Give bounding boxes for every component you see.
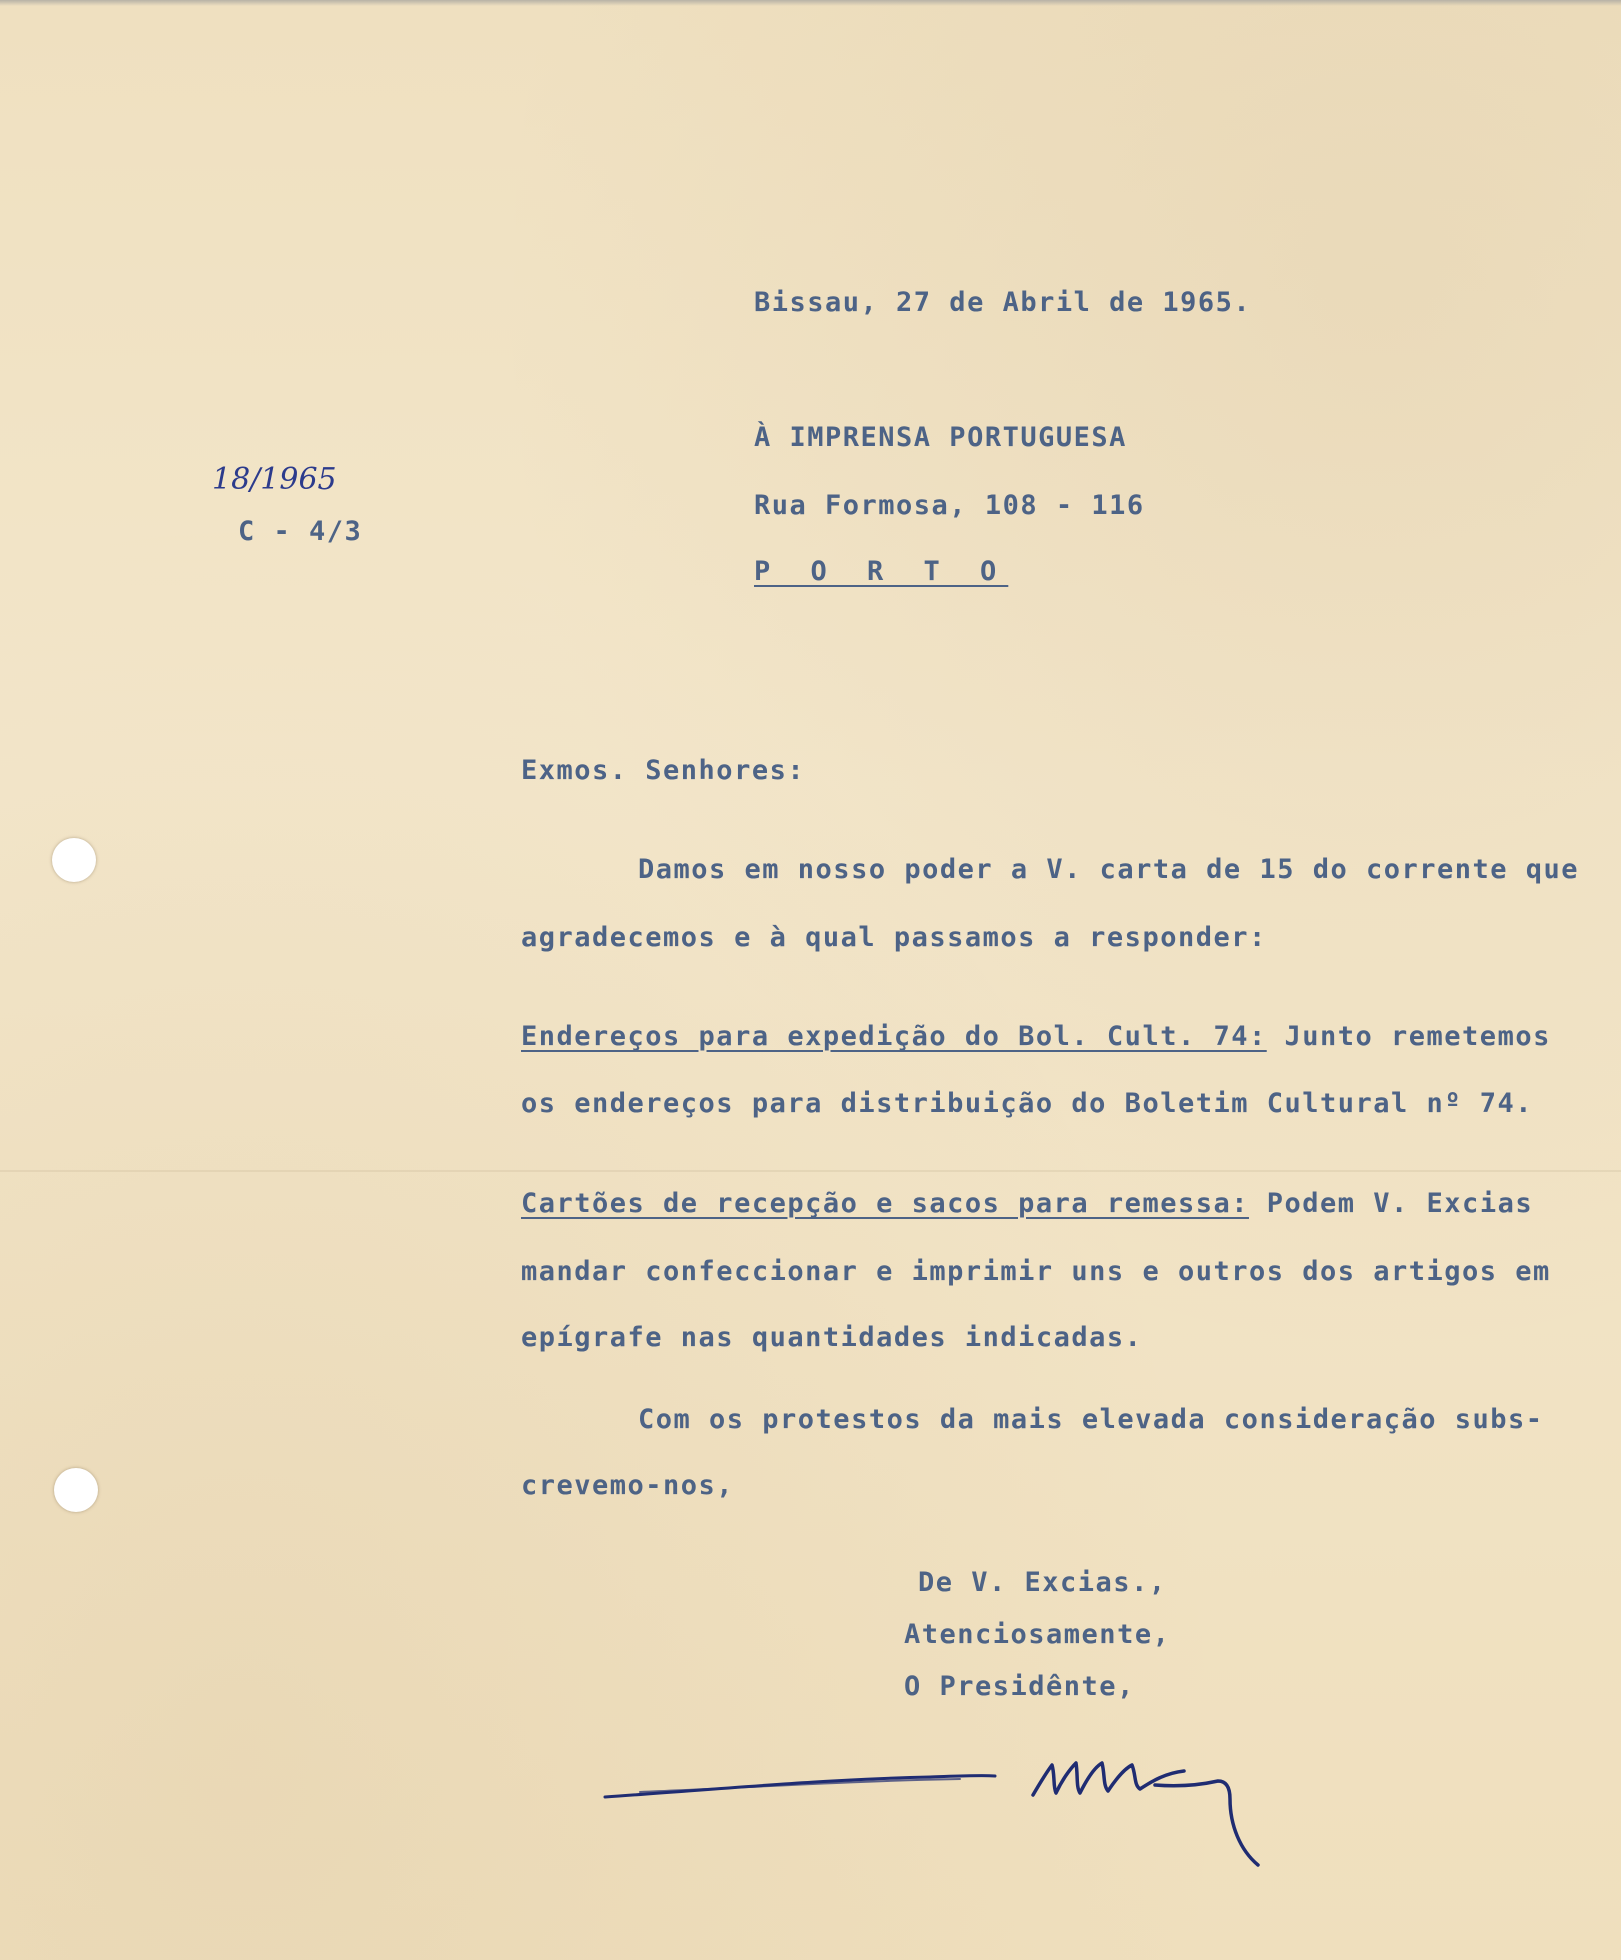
page-top-edge xyxy=(0,0,1621,6)
paper-fold-line xyxy=(0,1170,1621,1172)
handwritten-reference: 18/1965 xyxy=(212,462,337,497)
punch-hole-top xyxy=(52,838,96,882)
reference-code: C - 4/3 xyxy=(238,516,363,547)
closing-line2: crevemo-nos, xyxy=(521,1470,735,1501)
place-date: Bissau, 27 de Abril de 1965. xyxy=(754,287,1252,318)
recipient-street: Rua Formosa, 108 - 116 xyxy=(754,490,1145,521)
section1-heading: Endereços para expedição do Bol. Cult. 74: xyxy=(521,1021,1267,1052)
handwritten-signature xyxy=(600,1745,1340,1880)
signoff-line1: De V. Excias., xyxy=(918,1567,1167,1598)
recipient-city: P O R T O xyxy=(754,556,1009,587)
signoff-line2: Atenciosamente, xyxy=(904,1619,1171,1650)
paragraph1-line1: Damos em nosso poder a V. carta de 15 do corrente que xyxy=(638,854,1580,885)
punch-hole-bottom xyxy=(54,1468,98,1512)
signoff-line3: O Presidênte, xyxy=(904,1671,1135,1702)
section2-line2: mandar confeccionar e imprimir uns e outros dos artigos em xyxy=(521,1256,1551,1287)
closing-line1: Com os protestos da mais elevada consideração subs- xyxy=(638,1404,1544,1435)
section1-line2: os endereços para distribuição do Boletim Cultural nº 74. xyxy=(521,1088,1534,1119)
recipient-name: À IMPRENSA PORTUGUESA xyxy=(754,422,1127,453)
section2-line1-rest: Podem V. Excias xyxy=(1266,1188,1534,1219)
section2-line1 xyxy=(521,1188,1533,1219)
section1-line1-rest: Junto remetemos xyxy=(1284,1021,1551,1052)
paragraph1-line2: agradecemos e à qual passamos a responder: xyxy=(521,922,1267,953)
section2-line3: epígrafe nas quantidades indicadas. xyxy=(521,1322,1143,1353)
section2-heading: Cartões de recepção e sacos para remessa: xyxy=(521,1188,1249,1219)
section1-line1 xyxy=(521,1021,1551,1052)
salutation: Exmos. Senhores: xyxy=(521,755,806,786)
